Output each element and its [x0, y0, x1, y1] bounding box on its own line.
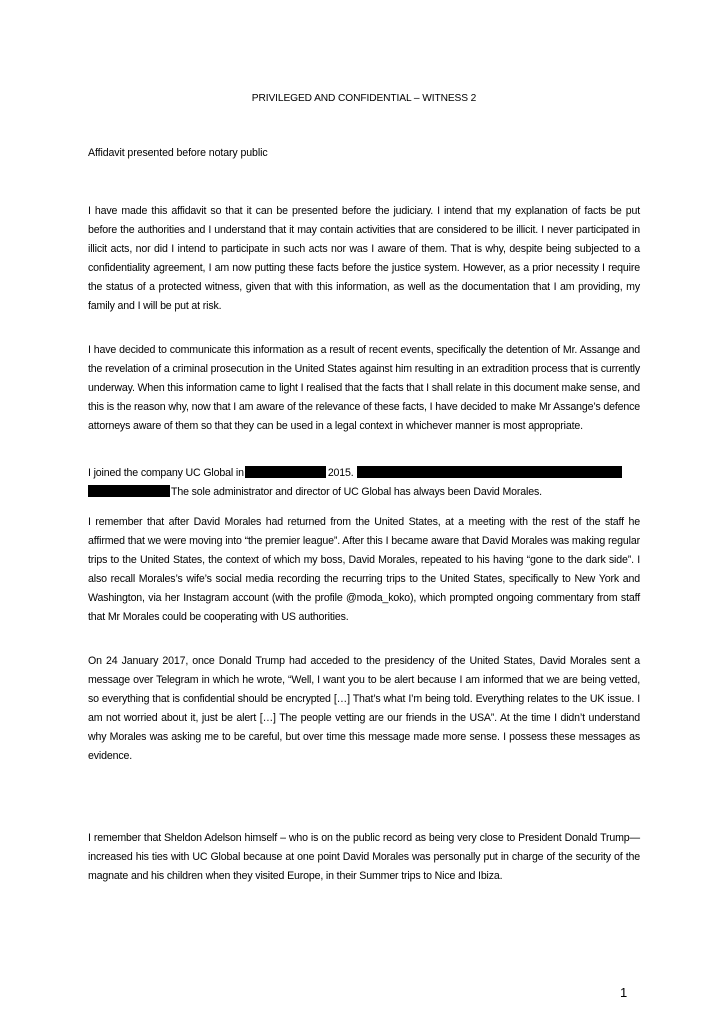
- employment-text-end: The sole administrator and director of UC Global has always been David Morales.: [171, 486, 542, 499]
- redaction-bar: [88, 485, 170, 497]
- page-number: 1: [620, 985, 628, 1000]
- employment-year: 2015.: [327, 467, 354, 479]
- redaction-bar: [357, 466, 622, 478]
- redaction-bar: [245, 466, 326, 478]
- document-title: PRIVILEGED AND CONFIDENTIAL – WITNESS 2: [251, 93, 477, 104]
- paragraph-telegram-message: On 24 January 2017, once Donald Trump had acceded to the presidency of the United States, David Morales sent a message over Telegram in which he wrote, “Well, I want you to be alert because I am informed that we are being vetted, so everything that is confidential should be encrypted […] That’s what I’m being told. Everything relates to the UK issue. I am not worried about it, just be alert […] The people vetting are our friends in the USA”. At the time I didn’t understand why Morales was asking me to be careful, but over time this message made more sense. I possess these messages as evidence.: [88, 655, 640, 763]
- paragraph-adelson: I remember that Sheldon Adelson himself – who is on the public record as being very close to President Donald Trump—increased his ties with UC Global because at one point David Morales was personally put in charge of the security of the magnate and his children when they visited Europe, in their Summer trips to Nice and Ibiza.: [88, 832, 640, 883]
- paragraph-employment: [88, 464, 640, 502]
- employment-text-start: I joined the company UC Global in: [88, 467, 244, 479]
- paragraph-trips: I remember that after David Morales had returned from the United States, at a meeting with the rest of the staff he affirmed that we were moving into “the premier league”. After this I became aware that David Morales was making regular trips to the United States, the context of which my boss, David Morales, repeated to his having “gone to the dark side”. I also recall Morales’s wife’s social media recording the recurring trips to the United States, specifically to New York and Washington, via her Instagram account (with the profile @moda_koko), which prompted ongoing commentary from staff that Mr Morales could be cooperating with US authorities.: [88, 516, 640, 624]
- affidavit-subheading: Affidavit presented before notary public: [88, 147, 268, 159]
- paragraph-purpose: I have made this affidavit so that it can be presented before the judiciary. I intend that my explanation of facts be put before the authorities and I understand that it may contain activities that are considered to be illicit. I never participated in illicit acts, nor did I intend to participate in such acts nor was I aware of them. That is why, despite being subjected to a confidentiality agreement, I am now putting these facts before the justice system. However, as a prior necessity I require the status of a protected witness, given that with this information, as well as the documentation that I am providing, my family and I will be put at risk.: [88, 205, 640, 313]
- paragraph-motivation: I have decided to communicate this information as a result of recent events, specifically the detention of Mr. Assange and the revelation of a criminal prosecution in the United States against him resulting in an extradition process that is currently underway. When this information came to light I realised that the facts that I shall relate in this document make sense, and this is the reason why, now that I am aware of the relevance of these facts, I have decided to make Mr Assange’s defence attorneys aware of them so that they can be used in a legal context in whichever manner is most appropriate.: [88, 344, 640, 433]
